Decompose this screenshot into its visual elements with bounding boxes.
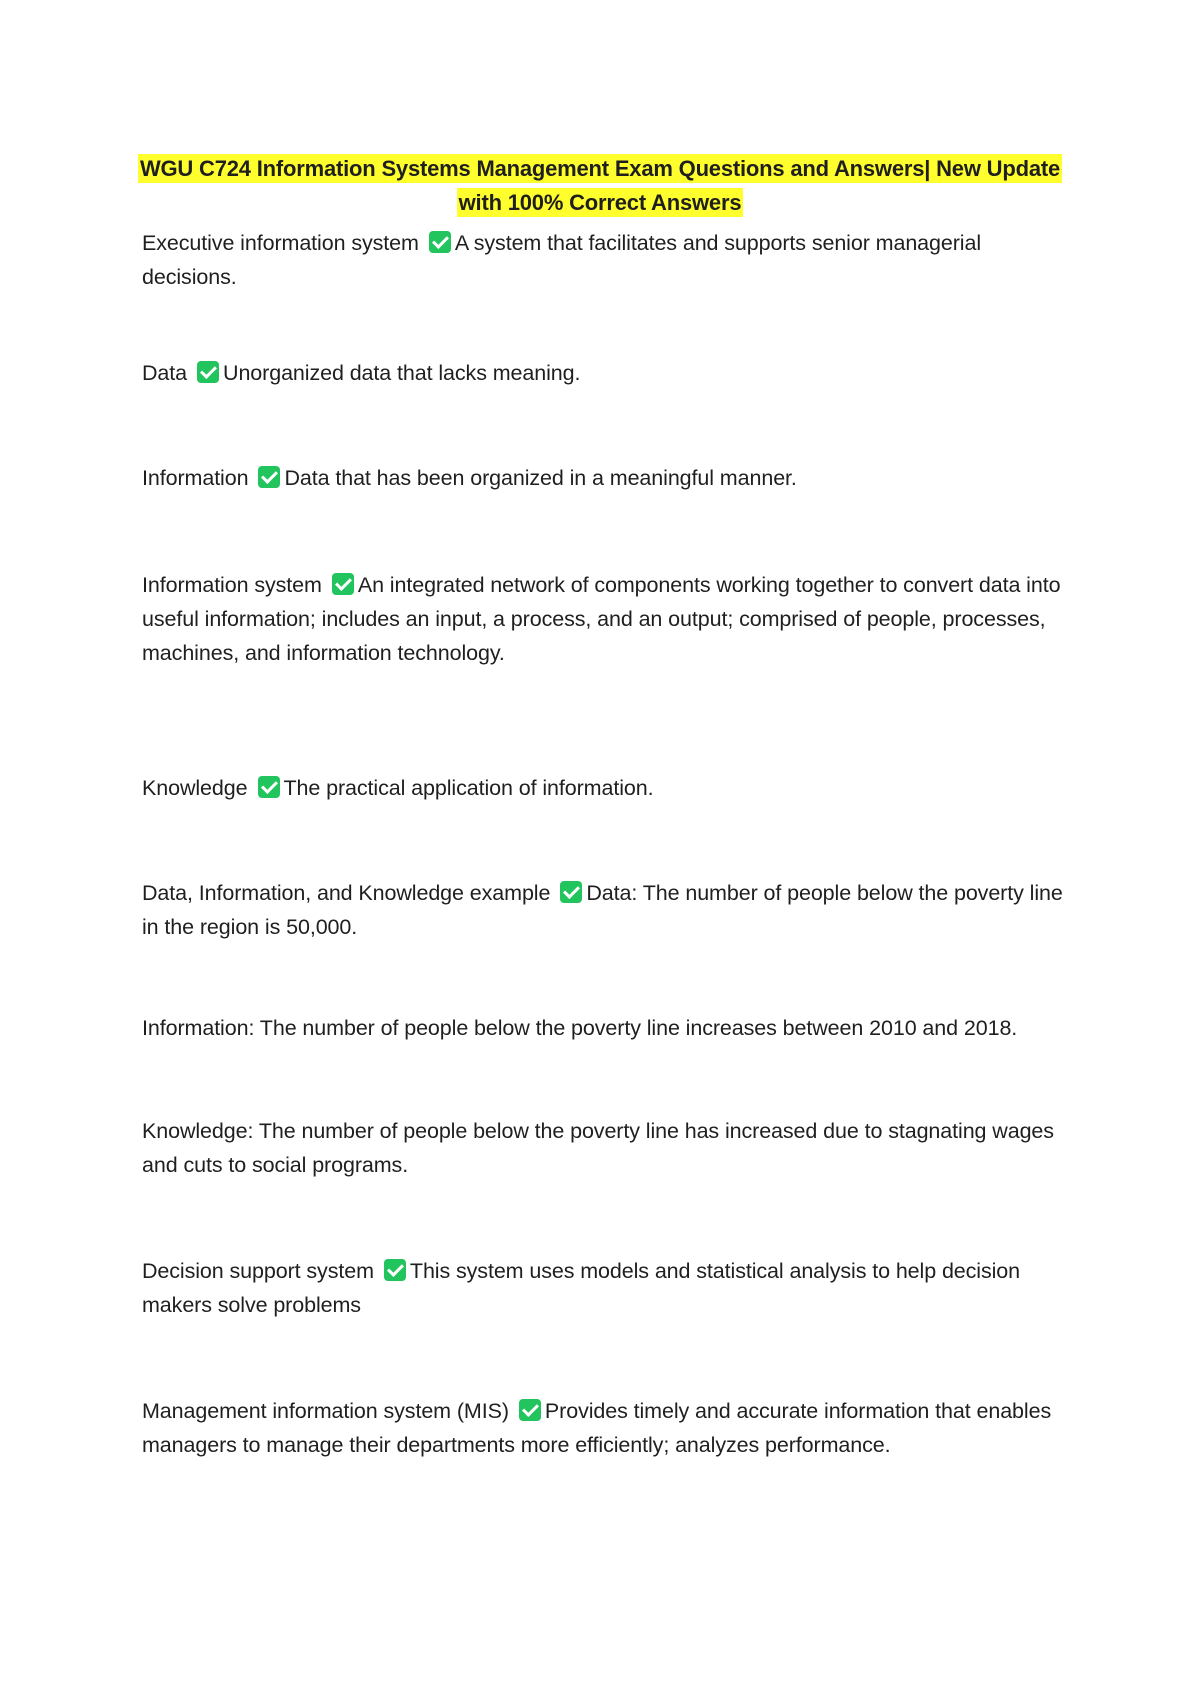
- document-title: [130, 152, 1070, 220]
- entry-definition: Unorganized data that lacks meaning.: [223, 361, 581, 385]
- title-line-2: with 100% Correct Answers: [458, 190, 742, 215]
- entry-data-information-knowledge-example: [142, 876, 1072, 944]
- check-mark-icon: [519, 1399, 541, 1421]
- entry-definition: An integrated network of components working together to convert data into useful information; includes an input, a process, and an output; comprised of people, processes, machines, and information technology.: [142, 573, 1061, 665]
- entry-text: Information: The number of people below the poverty line increases between 2010 and 2018.: [142, 1016, 1018, 1040]
- entry-term: Decision support system: [142, 1259, 374, 1283]
- check-mark-icon: [429, 231, 451, 253]
- check-mark-icon: [560, 881, 582, 903]
- check-mark-icon: [384, 1259, 406, 1281]
- entry-knowledge-example: [142, 1114, 1072, 1182]
- entry-term: Data: [142, 361, 188, 385]
- entry-management-information-system: [142, 1394, 1072, 1462]
- entry-definition: The practical application of information.: [283, 776, 654, 800]
- check-mark-icon: [258, 466, 280, 488]
- entry-definition: Provides timely and accurate information that enables managers to manage their departments more efficiently; analyzes performance.: [142, 1399, 1052, 1457]
- entry-knowledge: [142, 771, 1072, 805]
- check-mark-icon: [332, 573, 354, 595]
- entry-term: Knowledge: [142, 776, 248, 800]
- entry-term: Management information system (MIS): [142, 1399, 509, 1423]
- entry-term: Information: [142, 466, 249, 490]
- entry-information-example: [142, 1011, 1072, 1045]
- entry-text: Knowledge: The number of people below the poverty line has increased due to stagnating wages and cuts to social programs.: [142, 1119, 1054, 1177]
- entry-definition: Data that has been organized in a meaningful manner.: [284, 466, 797, 490]
- entry-executive-information-system: [142, 226, 1072, 294]
- entry-information: [142, 461, 1072, 495]
- entry-decision-support-system: [142, 1254, 1072, 1322]
- entry-term: Information system: [142, 573, 322, 597]
- entry-term: Executive information system: [142, 231, 419, 255]
- check-mark-icon: [197, 361, 219, 383]
- entry-definition: This system uses models and statistical analysis to help decision makers solve problems: [142, 1259, 1021, 1317]
- entry-information-system: [142, 568, 1072, 670]
- entry-term: Data, Information, and Knowledge example: [142, 881, 551, 905]
- entry-definition: Data: The number of people below the poverty line in the region is 50,000.: [142, 881, 1063, 939]
- check-mark-icon: [258, 776, 280, 798]
- entry-definition: A system that facilitates and supports senior managerial decisions.: [142, 231, 982, 289]
- title-line-1: WGU C724 Information Systems Management Exam Questions and Answers| New Update: [139, 156, 1061, 181]
- entry-data: [142, 356, 1072, 390]
